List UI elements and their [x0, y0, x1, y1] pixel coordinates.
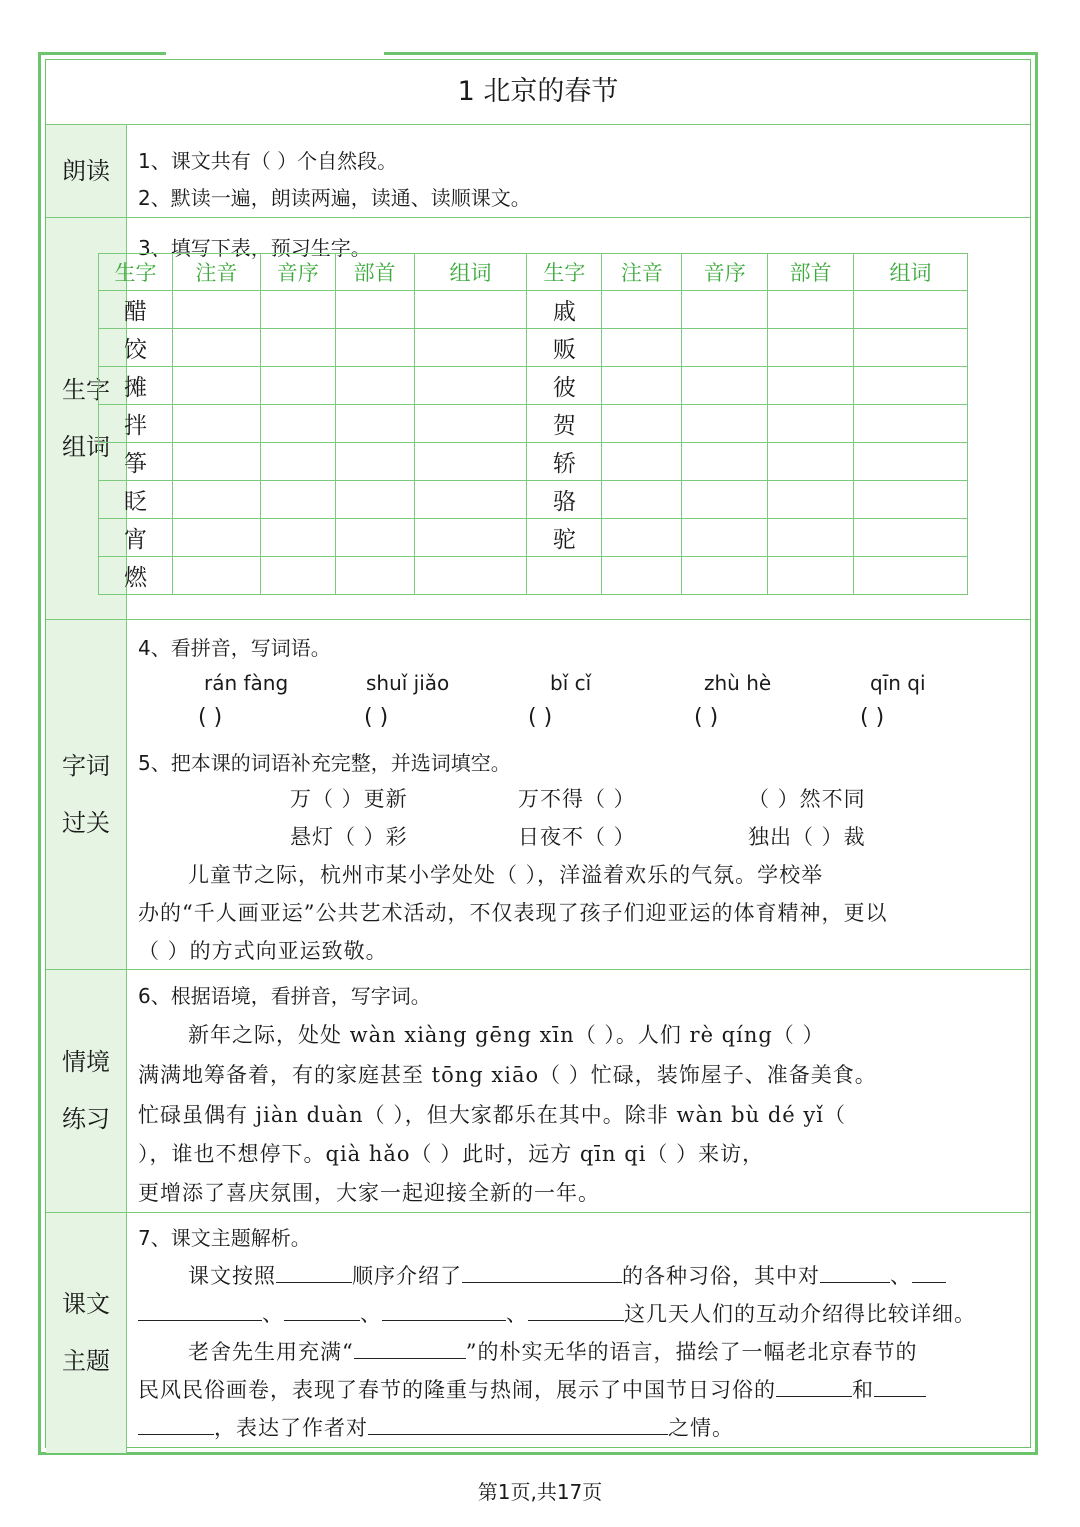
answer-cell[interactable]: [682, 405, 768, 443]
answer-blank[interactable]: [874, 1376, 926, 1397]
answer-paren[interactable]: ( ): [528, 705, 553, 730]
char-cell: 眨: [99, 481, 173, 519]
answer-blank[interactable]: [462, 1262, 622, 1283]
answer-cell[interactable]: [172, 519, 260, 557]
char-cell: 骆: [527, 481, 602, 519]
answer-blank[interactable]: [276, 1262, 352, 1283]
answer-cell[interactable]: [172, 557, 260, 595]
table-body: [99, 291, 968, 595]
page-title: 1 北京的春节: [457, 76, 619, 107]
answer-cell[interactable]: [172, 405, 260, 443]
table-row: [99, 443, 968, 481]
pinyin-3: bǐ cǐ: [550, 671, 592, 695]
char-cell: 筝: [99, 443, 173, 481]
question-4: 4、看拼音，写词语。: [138, 636, 331, 660]
section-label: 朗读: [46, 125, 127, 217]
char-cell: 醋: [99, 291, 173, 329]
char-cell: 彼: [527, 367, 602, 405]
theme-line: 老舍先生用充满“ ”的朴实无华的语言，描绘了一幅老北京春节的: [188, 1340, 918, 1364]
answer-cell[interactable]: [414, 519, 527, 557]
answer-cell[interactable]: [768, 443, 854, 481]
theme-line: 课文按照 顺序介绍了 的各种习俗，其中对 、: [188, 1260, 946, 1290]
answer-cell[interactable]: [260, 405, 335, 443]
answer-cell[interactable]: [768, 329, 854, 367]
fill-paragraph-line: （ ）的方式向亚运致敬。: [138, 939, 388, 963]
answer-cell[interactable]: [682, 557, 768, 595]
answer-cell[interactable]: [854, 481, 968, 519]
section-zhuti: [46, 1213, 1030, 1453]
table-row: [99, 481, 968, 519]
answer-cell[interactable]: [414, 557, 527, 595]
answer-cell[interactable]: [682, 443, 768, 481]
idiom-item: 万不得（ ）: [518, 787, 636, 811]
page-footer: 第1页,共17页: [477, 1480, 603, 1504]
answer-cell[interactable]: [172, 443, 260, 481]
table-row: [99, 405, 968, 443]
char-cell: 戚: [527, 291, 602, 329]
char-cell: 拌: [99, 405, 173, 443]
answer-cell[interactable]: [335, 367, 414, 405]
pinyin-4: zhù hè: [704, 671, 772, 695]
fill-paragraph-line: 儿童节之际，杭州市某小学处处（ ），洋溢着欢乐的气氛。学校举: [188, 863, 824, 887]
answer-cell[interactable]: [260, 329, 335, 367]
table-header: [99, 254, 968, 291]
column-header: 部首: [768, 254, 854, 291]
answer-cell[interactable]: [854, 367, 968, 405]
answer-cell[interactable]: [854, 519, 968, 557]
char-cell: 宵: [99, 519, 173, 557]
answer-cell[interactable]: [768, 291, 854, 329]
table-row: [99, 519, 968, 557]
question-3: 3、填写下表，预习生字。: [138, 236, 371, 260]
theme-line: 、 、 、 这几天人们的互动介绍得比较详细。: [138, 1298, 976, 1328]
idiom-item: 日夜不（ ）: [518, 825, 636, 849]
answer-cell[interactable]: [854, 291, 968, 329]
answer-cell[interactable]: [602, 443, 682, 481]
answer-cell[interactable]: [260, 519, 335, 557]
answer-cell[interactable]: [172, 329, 260, 367]
answer-cell[interactable]: [335, 291, 414, 329]
answer-cell[interactable]: [335, 519, 414, 557]
answer-paren[interactable]: ( ): [694, 705, 719, 730]
answer-cell[interactable]: [682, 329, 768, 367]
title-row: [46, 60, 1030, 125]
answer-cell[interactable]: [602, 557, 682, 595]
char-cell: [527, 557, 602, 595]
answer-blank[interactable]: [912, 1262, 946, 1283]
answer-cell[interactable]: [335, 557, 414, 595]
question-1: 1、课文共有（ ）个自然段。: [138, 149, 398, 173]
char-cell: 摊: [99, 367, 173, 405]
answer-cell[interactable]: [414, 481, 527, 519]
answer-blank[interactable]: [138, 1414, 214, 1435]
answer-cell[interactable]: [602, 519, 682, 557]
answer-cell[interactable]: [260, 557, 335, 595]
answer-cell[interactable]: [602, 291, 682, 329]
column-header: 部首: [335, 254, 414, 291]
answer-cell[interactable]: [335, 481, 414, 519]
answer-cell[interactable]: [768, 519, 854, 557]
idiom-item: （ ）然不同: [748, 787, 866, 811]
context-line: 新年之际，处处 wàn xiàng gēng xīn（ ）。人们 rè qíng（ ）: [188, 1023, 825, 1047]
answer-cell[interactable]: [260, 443, 335, 481]
column-header: 组词: [854, 254, 968, 291]
idiom-item: 万（ ）更新: [290, 787, 408, 811]
question-6: 6、根据语境，看拼音，写字词。: [138, 984, 431, 1008]
column-header: 注音: [602, 254, 682, 291]
answer-paren[interactable]: ( ): [364, 705, 389, 730]
context-line: 更增添了喜庆氛围，大家一起迎接全新的一年。: [138, 1181, 600, 1205]
answer-cell[interactable]: [854, 329, 968, 367]
answer-blank[interactable]: [368, 1414, 668, 1435]
section-label: 情境 练习: [46, 970, 127, 1212]
answer-cell[interactable]: [414, 443, 527, 481]
table-row: [99, 557, 968, 595]
char-cell: 燃: [99, 557, 173, 595]
column-header: 音序: [682, 254, 768, 291]
answer-cell[interactable]: [260, 367, 335, 405]
theme-line: ，表达了作者对 之情。: [138, 1412, 734, 1442]
answer-cell[interactable]: [768, 405, 854, 443]
context-line: 忙碌虽偶有 jiàn duàn（ ），但大家都乐在其中。除非 wàn bù dé yǐ（: [138, 1103, 846, 1127]
answer-paren[interactable]: ( ): [198, 705, 223, 730]
table-row: [99, 291, 968, 329]
pinyin-1: rán fàng: [204, 671, 289, 695]
theme-line: 民风民俗画卷，表现了春节的隆重与热闹，展示了中国节日习俗的 和: [138, 1374, 926, 1404]
char-cell: 驼: [527, 519, 602, 557]
answer-cell[interactable]: [682, 367, 768, 405]
answer-cell[interactable]: [602, 329, 682, 367]
answer-cell[interactable]: [335, 443, 414, 481]
answer-cell[interactable]: [768, 367, 854, 405]
answer-cell[interactable]: [768, 557, 854, 595]
answer-blank[interactable]: [138, 1300, 262, 1321]
answer-cell[interactable]: [602, 481, 682, 519]
answer-paren[interactable]: ( ): [860, 705, 885, 730]
section-zici: [46, 620, 1030, 970]
column-header: 注音: [172, 254, 260, 291]
answer-blank[interactable]: [354, 1338, 466, 1359]
answer-cell[interactable]: [260, 481, 335, 519]
answer-blank[interactable]: [776, 1376, 852, 1397]
character-table: [98, 253, 968, 595]
char-cell: 轿: [527, 443, 602, 481]
answer-cell[interactable]: [854, 405, 968, 443]
column-header: 音序: [260, 254, 335, 291]
answer-cell[interactable]: [414, 291, 527, 329]
column-header: 生字: [99, 254, 173, 291]
answer-blank[interactable]: [284, 1300, 360, 1321]
answer-cell[interactable]: [335, 329, 414, 367]
answer-cell[interactable]: [602, 367, 682, 405]
answer-cell[interactable]: [682, 519, 768, 557]
answer-cell[interactable]: [260, 291, 335, 329]
char-cell: 贺: [527, 405, 602, 443]
context-line: 满满地筹备着，有的家庭甚至 tōng xiāo（ ）忙碌，装饰屋子、准备美食。: [138, 1063, 877, 1087]
column-header: 生字: [527, 254, 602, 291]
answer-blank[interactable]: [528, 1300, 624, 1321]
column-header: 组词: [414, 254, 527, 291]
table-row: [99, 367, 968, 405]
question-5: 5、把本课的词语补充完整，并选词填空。: [138, 751, 511, 775]
answer-cell[interactable]: [335, 405, 414, 443]
answer-blank[interactable]: [382, 1300, 506, 1321]
answer-cell[interactable]: [682, 481, 768, 519]
pinyin-2: shuǐ jiǎo: [366, 671, 450, 695]
answer-cell[interactable]: [414, 367, 527, 405]
context-line: ），谁也不想停下。qià hǎo（ ）此时，远方 qīn qi（ ）来访，: [138, 1142, 765, 1166]
question-7: 7、课文主题解析。: [138, 1226, 311, 1250]
char-cell: 饺: [99, 329, 173, 367]
section-label: 课文 主题: [46, 1213, 127, 1453]
char-cell: 贩: [527, 329, 602, 367]
idiom-item: 悬灯（ ）彩: [290, 825, 408, 849]
table-row: [99, 329, 968, 367]
answer-cell[interactable]: [172, 367, 260, 405]
answer-cell[interactable]: [768, 481, 854, 519]
answer-cell[interactable]: [682, 291, 768, 329]
fill-paragraph-line: 办的“千人画亚运”公共艺术活动，不仅表现了孩子们迎亚运的体育精神，更以: [138, 901, 888, 925]
answer-cell[interactable]: [172, 291, 260, 329]
section-langdu: [46, 125, 1030, 218]
answer-cell[interactable]: [854, 557, 968, 595]
idiom-item: 独出（ ）裁: [748, 825, 866, 849]
answer-cell[interactable]: [414, 329, 527, 367]
answer-blank[interactable]: [820, 1262, 890, 1283]
answer-cell[interactable]: [172, 481, 260, 519]
section-qingjing: [46, 970, 1030, 1213]
section-label: 生字 组词: [46, 218, 127, 619]
answer-cell[interactable]: [854, 443, 968, 481]
answer-cell[interactable]: [414, 405, 527, 443]
section-label: 字词 过关: [46, 620, 127, 969]
question-2: 2、默读一遍，朗读两遍，读通、读顺课文。: [138, 186, 531, 210]
answer-cell[interactable]: [602, 405, 682, 443]
pinyin-5: qīn qi: [870, 671, 926, 695]
